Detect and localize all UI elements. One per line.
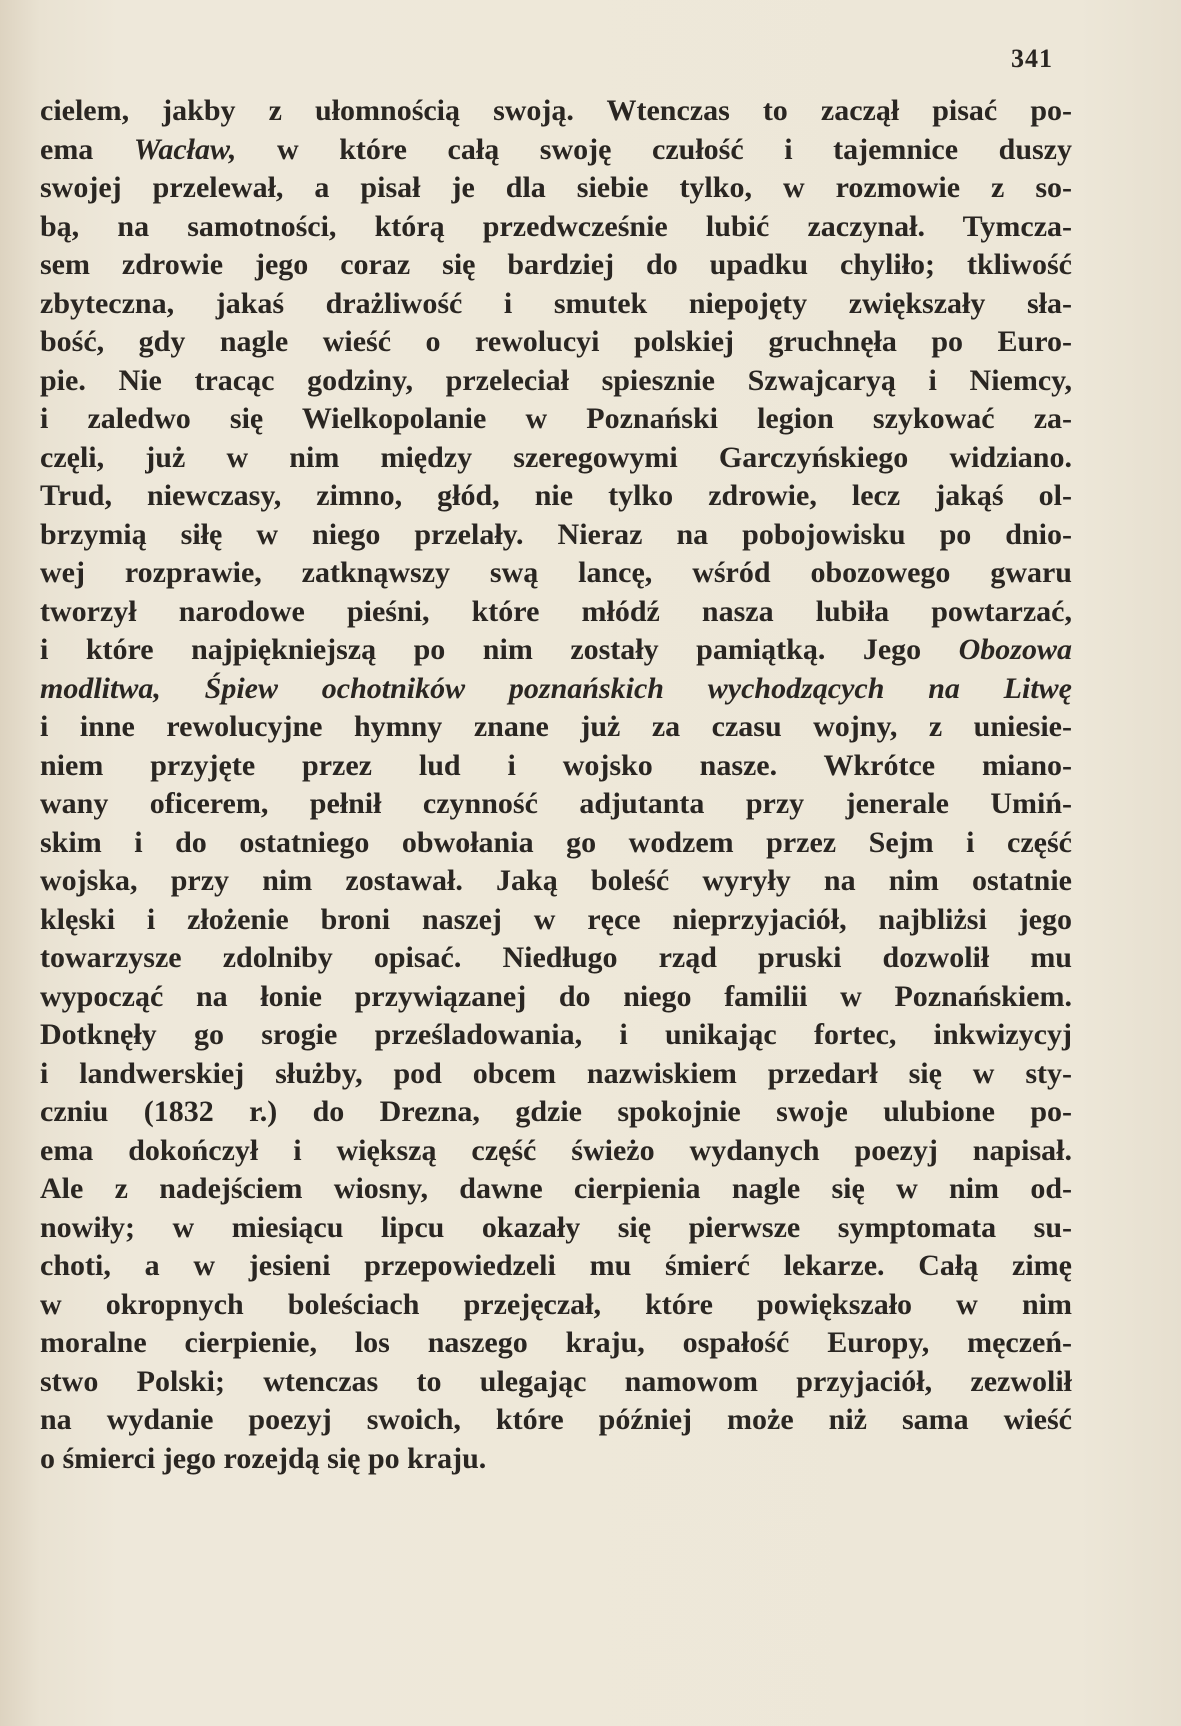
text-line: niem przyjęte przez lud i wojsko nasze. Wkrótce miano- [40,748,1072,782]
text-line: tworzył narodowe pieśni, które młódź nasza lubiła powtarzać, [40,594,1072,628]
text-line: brzymią siłę w niego przelały. Nieraz na pobojowisku po dnio- [40,517,1072,551]
text-line [40,631,1072,670]
text-line: choti, a w jesieni przepowiedzeli mu śmierć lekarze. Całą zimę [40,1249,1072,1282]
text-line: wany oficerem, pełnił czynność adjutanta przy jenerale Umiń- [40,787,1072,820]
text-line: pie. Nie tracąc godziny, przeleciał spiesznie Szwajcaryą i Niemcy, [40,363,1072,397]
poem-titles: modlitwa, Śpiew ochotników poznańskich wychodzących na Litwę [40,671,1072,705]
page-number: 341 [1011,44,1053,73]
poem-title: Wacław, [133,132,237,166]
text-line: bą, na samotności, którą przedwcześnie lubić zaczynał. Tymcza- [40,209,1072,243]
poem-title: Obozowa [958,633,1072,666]
text-line: bość, gdy nagle wieść o rewolucyi polskiej gruchnęła po Euro- [40,325,1072,358]
text-line: klęski i złożenie broni naszej w ręce nieprzyjaciół, najbliżsi jego [40,902,1072,936]
text-line: wej rozprawie, zatknąwszy swą lancę, wśród obozowego gwaru [40,556,1072,589]
text-line: Trud, niewczasy, zimno, głód, nie tylko zdrowie, lecz jakąś ol- [40,479,1072,512]
text-line: towarzysze zdolniby opisać. Niedługo rząd pruski dozwolił mu [40,941,1072,974]
text-line: i zaledwo się Wielkopolanie w Poznański legion szykować za- [40,402,1072,435]
text-line: stwo Polski; wtenczas to ulegając namowom przyjaciół, zezwolił [40,1364,1072,1398]
text-line: sem zdrowie jego coraz się bardziej do upadku chyliło; tkliwość [40,248,1072,281]
text-line: zbyteczna, jakaś drażliwość i smutek niepojęty zwiększały sła- [40,286,1072,320]
text-line: i landwerskiej służby, pod obcem nazwiskiem przedarł się w sty- [40,1056,1072,1090]
line-text: ema [40,132,134,166]
text-line [40,670,1072,709]
text-line: na wydanie poezyj swoich, które później może niż sama wieść [40,1403,1072,1436]
body-text [40,92,1072,1478]
text-line: nowiły; w miesiącu lipcu okazały się pierwsze symptomata su- [40,1210,1072,1244]
text-line: częli, już w nim między szeregowymi Garczyńskiego widziano. [40,440,1072,474]
text-line [40,131,1072,170]
text-line: ema dokończył i większą część świeżo wydanych poezyj napisał. [40,1133,1072,1167]
text-line: o śmierci jego rozejdą się po kraju. [40,1441,487,1475]
line-text: w które całą swoję czułość i tajemnice duszy [236,132,1072,166]
text-line: moralne cierpienie, los naszego kraju, ospałość Europy, męczeń- [40,1326,1072,1359]
text-line: wypocząć na łonie przywiązanej do niego familii w Poznańskiem. [40,979,1072,1013]
text-line: wojska, przy nim zostawał. Jaką boleść wyryły na nim ostatnie [40,864,1072,897]
text-line: swojej przelewał, a pisał je dla siebie tylko, w rozmowie z so- [40,171,1072,204]
text-line: w okropnych boleściach przejęczał, które powiększało w nim [40,1287,1072,1321]
text-line: czniu (1832 r.) do Drezna, gdzie spokojnie swoje ulubione po- [40,1095,1072,1128]
text-line: skim i do ostatniego obwołania go wodzem przez Sejm i część [40,825,1072,859]
text-line: i inne rewolucyjne hymny znane już za czasu wojny, z uniesie- [40,710,1072,743]
text-line: Ale z nadejściem wiosny, dawne cierpienia nagle się w nim od- [40,1172,1072,1205]
line-text: i które najpiękniejszą po nim zostały pamiątką. Jego [40,633,959,666]
text-line: cielem, jakby z ułomnością swoją. Wtenczas to zaczął pisać po- [40,94,1072,127]
text-line: Dotknęły go srogie prześladowania, i unikając fortec, inkwizycyj [40,1018,1072,1051]
